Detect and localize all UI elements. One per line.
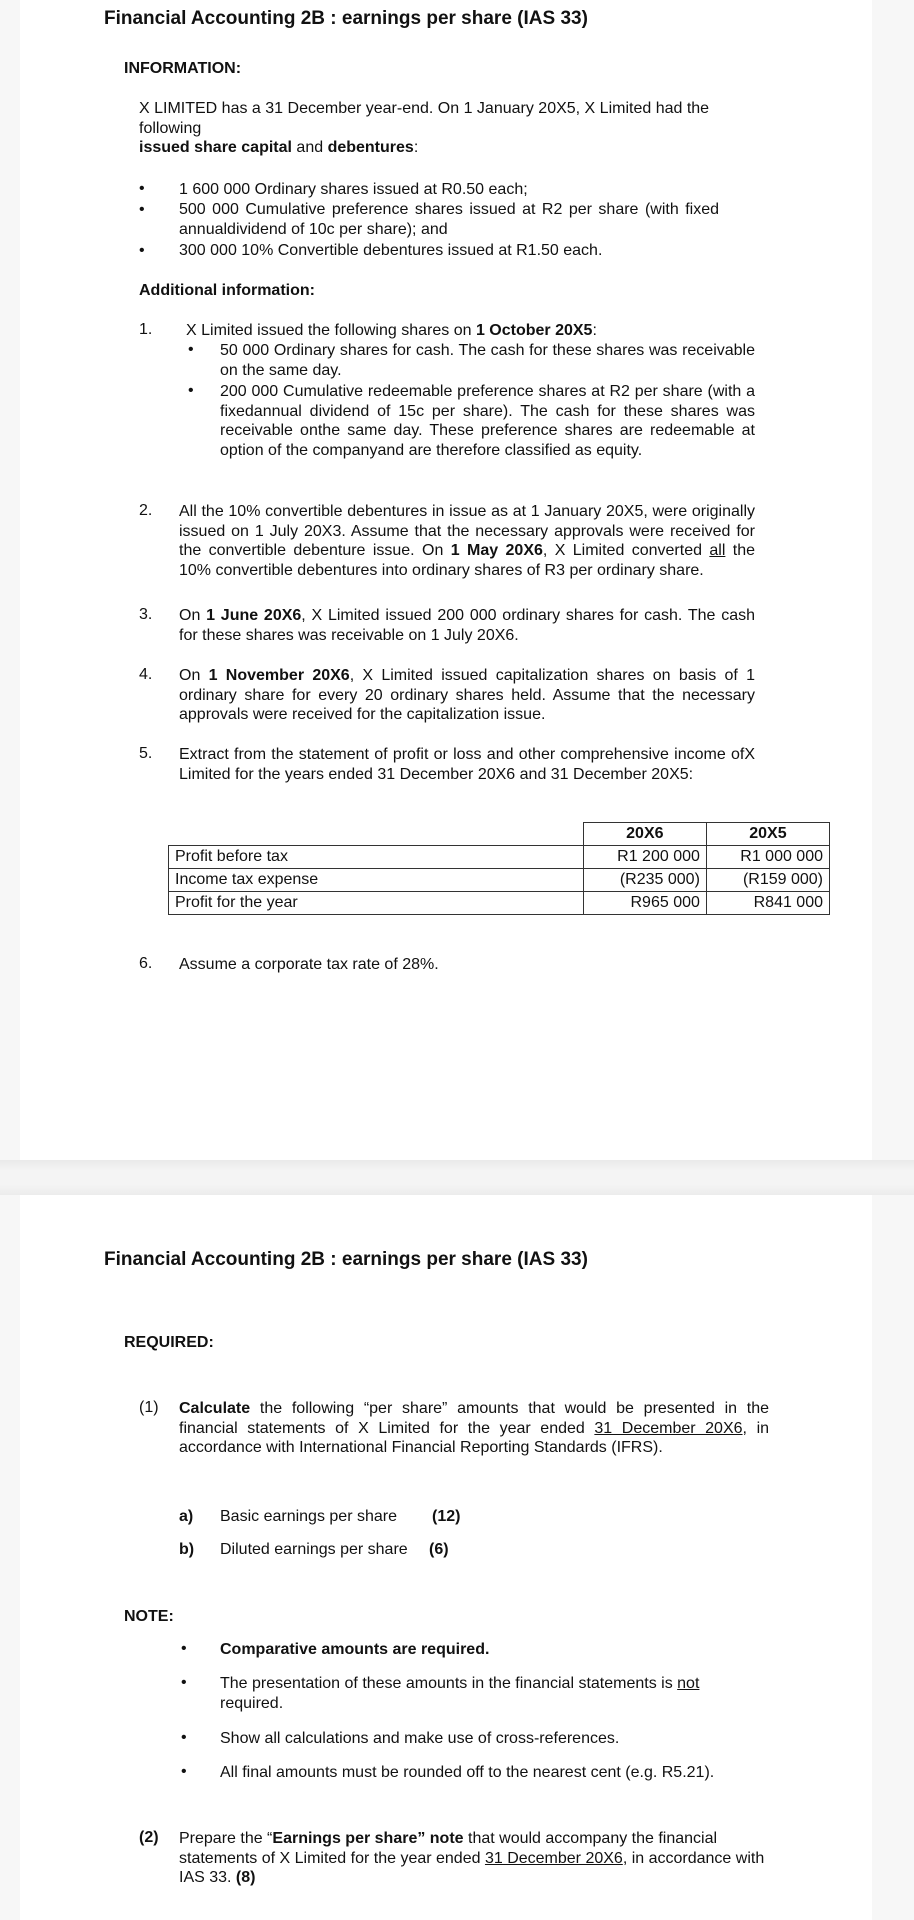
capital-item-2: 500 000 Cumulative preference shares issued at R2 per share (with fixed annualdividend of 10c per share); and [179, 201, 719, 238]
page-separator [0, 1160, 914, 1195]
capital-item-3: 300 000 10% Convertible debentures issued at R1.50 each. [179, 242, 603, 259]
question-2-text [179, 1829, 773, 1888]
page-2-title: Financial Accounting 2B : earnings per share (IAS 33) [104, 1249, 588, 1270]
table-header-row [169, 823, 830, 846]
row-value-20x5: R841 000 [706, 892, 829, 915]
item-1-lead [186, 321, 756, 341]
item-3-part-a: On [179, 607, 207, 624]
table-row [169, 892, 830, 915]
question-1-bold: Calculate [179, 1400, 251, 1417]
table-header-20x6: 20X6 [583, 823, 706, 846]
intro-line-3 [139, 138, 759, 158]
item-1-lead-text: X Limited issued the following shares on [186, 322, 476, 339]
bullet-icon: • [139, 201, 145, 218]
part-letter-a: a) [179, 1508, 194, 1525]
row-value-20x6: R965 000 [583, 892, 706, 915]
part-a-text: Basic earnings per share [220, 1508, 397, 1525]
question-number-1: (1) [139, 1399, 159, 1416]
item-2-part-a: All the 10% convertible debentures in issue as at 1 January 20X5, were originally issued on 1 July 20X3. Assume that the necessary approvals were received for the convertible debenture issue. On [179, 503, 755, 559]
table-row [169, 869, 830, 892]
item-number-6: 6. [139, 955, 153, 972]
item-3-text [179, 606, 755, 645]
intro-colon: : [413, 139, 419, 156]
part-b-text: Diluted earnings per share [220, 1541, 408, 1558]
table-header-20x5: 20X5 [706, 823, 829, 846]
row-label: Income tax expense [169, 869, 584, 892]
item-number-1: 1. [139, 321, 153, 338]
document-page-1 [20, 0, 872, 1160]
item-number-2: 2. [139, 502, 153, 519]
row-label: Profit before tax [169, 846, 584, 869]
item-2-text [179, 502, 755, 580]
item-2-part-c: , X Limited converted [542, 542, 710, 559]
item-3-date: 1 June 20X6 [206, 607, 302, 624]
item-3-part-c: , X Limited issued 200 000 ordinary shares for cash. The cash for these shares was receivable on 1 July 20X6. [179, 607, 755, 644]
page-title: Financial Accounting 2B : earnings per share (IAS 33) [104, 8, 588, 29]
note-heading: NOTE: [124, 1608, 174, 1625]
bullet-icon: • [139, 242, 145, 259]
bullet-icon: • [181, 1640, 187, 1657]
item-2-part-e: the 10% convertible debentures into ordinary shares of R3 per ordinary share. [179, 542, 756, 579]
item-4-date: 1 November 20X6 [208, 667, 350, 684]
page-margin-left [0, 0, 20, 1920]
bullet-icon: • [188, 382, 194, 399]
note-2-part-a: The presentation of these amounts in the financial statements is [220, 1675, 678, 1692]
item-4-text [179, 666, 755, 725]
question-2-part-c: , in accordance with IAS 33. [179, 1849, 765, 1886]
intro-line-1: X LIMITED has a 31 December year-end. On 1 January 20X5, X Limited had the [139, 100, 710, 117]
capital-item-1: 1 600 000 Ordinary shares issued at R0.50 each; [179, 181, 528, 198]
information-heading: INFORMATION: [124, 60, 242, 77]
item-2-underlined: all [709, 542, 726, 559]
question-1-date: 31 December 20X6 [594, 1419, 743, 1437]
item-number-4: 4. [139, 666, 153, 683]
note-2-underlined: not [677, 1675, 700, 1692]
intro-line-2: following [139, 119, 202, 137]
note-1: Comparative amounts are required. [220, 1641, 490, 1658]
row-label: Profit for the year [169, 892, 584, 915]
bullet-icon: • [181, 1763, 187, 1780]
item-1-sub-1: 50 000 Ordinary shares for cash. The cash for these shares was receivable on the same day. [220, 342, 755, 379]
row-value-20x6: R1 200 000 [583, 846, 706, 869]
row-value-20x6: (R235 000) [583, 869, 706, 892]
question-number-2: (2) [139, 1829, 159, 1846]
note-2 [220, 1674, 760, 1713]
item-5-text: Extract from the statement of profit or loss and other comprehensive income ofX Limited for the years ended 31 December 20X6 and 31 December 20X5: [179, 746, 755, 783]
item-number-3: 3. [139, 606, 153, 623]
question-1-part-a: the following “per share” amounts that would be presented in the financial statements of X Limited for the year ended [179, 1400, 769, 1437]
intro-bold-capital: issued share capital [139, 139, 292, 156]
page-margin-right [872, 0, 914, 1920]
item-1-lead-date: 1 October 20X5 [475, 322, 593, 339]
note-3: Show all calculations and make use of cross-references. [220, 1730, 620, 1747]
intro-paragraph [139, 99, 759, 158]
note-4: All final amounts must be rounded off to the nearest cent (e.g. R5.21). [220, 1764, 715, 1781]
item-1-sub-2: 200 000 Cumulative redeemable preference shares at R2 per share (with a fixedannual dividend of 15c per share). The cash for these shares was receivable onthe same day. These preference shares are redeemable at option of the companyand are therefore classified as equity. [220, 383, 755, 459]
intro-and: and [291, 139, 328, 156]
intro-bold-debentures: debentures [327, 139, 414, 156]
profit-loss-table [168, 822, 830, 915]
part-a-marks: (12) [432, 1508, 461, 1525]
additional-info-heading: Additional information: [139, 282, 315, 299]
bullet-icon: • [139, 180, 145, 197]
question-2-part-b: that would accompany the financial statements of X Limited for the year ended [179, 1830, 718, 1867]
question-2-bold: Earnings per share” note [272, 1830, 464, 1847]
item-6-text: Assume a corporate tax rate of 28%. [179, 956, 439, 973]
part-letter-b: b) [179, 1541, 195, 1558]
note-2-part-b: required. [220, 1694, 284, 1712]
question-1-text [179, 1399, 769, 1458]
item-number-5: 5. [139, 745, 153, 762]
bullet-icon: • [181, 1674, 187, 1691]
item-1-lead-end: : [592, 322, 597, 339]
question-1-part-b: , in accordance with International Financial Reporting Standards (IFRS). [179, 1419, 770, 1456]
row-value-20x5: R1 000 000 [706, 846, 829, 869]
bullet-icon: • [181, 1729, 187, 1746]
question-2-part-a: Prepare the “ [179, 1830, 273, 1847]
row-value-20x5: (R159 000) [706, 869, 829, 892]
part-b-marks: (6) [429, 1541, 449, 1558]
question-2-marks: (8) [235, 1869, 256, 1886]
bullet-icon: • [188, 341, 194, 358]
question-2-date: 31 December 20X6 [484, 1849, 623, 1867]
item-2-date: 1 May 20X6 [450, 542, 543, 559]
table-header-blank [169, 823, 584, 846]
required-heading: REQUIRED: [124, 1334, 214, 1351]
table-row [169, 846, 830, 869]
item-4-part-a: On [179, 667, 209, 684]
item-4-part-c: , X Limited issued capitalization shares on basis of 1 ordinary share for every 20 ordinary shares held. Assume that the necessary approvals were received for the capitalization issue. [179, 667, 755, 723]
